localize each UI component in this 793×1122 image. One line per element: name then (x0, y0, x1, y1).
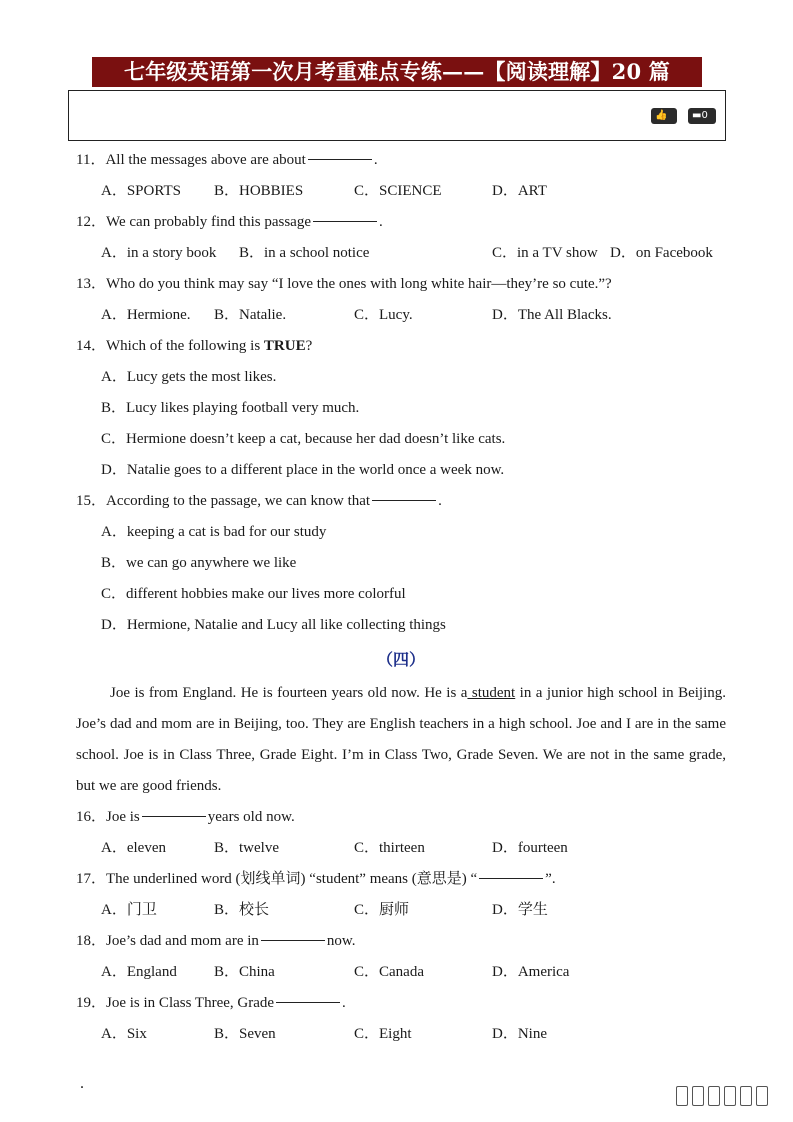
question-number: 12． (76, 214, 107, 230)
question-19 (76, 988, 726, 1019)
question-15 (76, 486, 726, 517)
question-number: 19． (76, 995, 107, 1011)
option-a[interactable]: A．England (101, 964, 177, 980)
passage-text: Joe is from England. He is fourteen years old now. He is a (110, 685, 468, 701)
question-12 (76, 207, 726, 238)
question-14 (76, 331, 726, 362)
comment-count: 0 (701, 110, 708, 121)
question-end: years old now. (207, 809, 295, 825)
option-d[interactable]: D．ART (492, 183, 547, 199)
like-count: 4 (655, 126, 662, 137)
question-13 (76, 269, 726, 300)
question-end: . (379, 214, 383, 230)
answer-blank (372, 486, 436, 501)
question-12-options (76, 238, 726, 269)
option-c[interactable]: C．厨师 (354, 902, 410, 918)
option-a[interactable]: A．Six (101, 1026, 147, 1042)
option-c[interactable]: C．Canada (354, 964, 424, 980)
option-a[interactable]: A．Hermione. (101, 307, 191, 323)
question-number: 14． (76, 338, 107, 354)
question-16-options (76, 833, 726, 864)
watermark-icon (676, 1084, 776, 1108)
question-11 (76, 145, 726, 176)
option-b[interactable]: B．in a school notice (239, 245, 370, 261)
section-heading: （四） (376, 650, 425, 669)
option-b[interactable]: B．twelve (214, 840, 279, 856)
question-19-options (76, 1019, 726, 1050)
option-b[interactable] (76, 393, 726, 424)
question-16 (76, 802, 726, 833)
answer-blank (276, 988, 340, 1003)
option-text: A．keeping a cat is bad for our study (101, 524, 327, 540)
question-end: . (342, 995, 346, 1011)
option-d[interactable]: D．Nine (492, 1026, 547, 1042)
question-text: Joe is (106, 809, 140, 825)
option-c[interactable]: C．SCIENCE (354, 183, 442, 199)
underlined-word: student (467, 685, 516, 701)
question-text: Joe is in Class Three, Grade (106, 995, 275, 1011)
question-text: All the messages above are about (105, 152, 306, 168)
question-number: 16． (76, 809, 107, 825)
answer-blank (142, 802, 206, 817)
question-number: 18． (76, 933, 107, 949)
option-b[interactable] (76, 548, 726, 579)
answer-blank (308, 145, 372, 160)
question-13-options (76, 300, 726, 331)
like-count-badge[interactable] (651, 108, 677, 137)
question-17 (76, 864, 726, 895)
option-text: C．Hermione doesn’t keep a cat, because her dad doesn’t like cats. (101, 431, 506, 447)
question-end: ”. (545, 871, 556, 887)
option-c[interactable]: C．Lucy. (354, 307, 413, 323)
page-title: 七年级英语第一次月考重难点专练——【阅读理解】20 篇 (92, 57, 702, 87)
option-text: C．different hobbies make our lives more colorful (101, 586, 406, 602)
question-end: . (438, 493, 442, 509)
question-text: We can probably find this passage (106, 214, 311, 230)
question-text: Who do you think may say “I love the ones with long white hair—they’re so cute.”? (106, 276, 612, 292)
question-end: ? (305, 338, 313, 354)
question-18-options (76, 957, 726, 988)
passage-text: in a junior high school in Beijing. Joe’s dad and mom are in Beijing, too. They are English teachers in a high school. Joe and I are in the same school. Joe is in Class Three, Grade Eight. I’m in Class Two, Grade Seven. We are not in the same grade, but we are good friends. (76, 685, 726, 794)
option-d[interactable]: D．fourteen (492, 840, 568, 856)
option-c[interactable]: C．thirteen (354, 840, 425, 856)
option-b[interactable]: B．HOBBIES (214, 183, 304, 199)
option-text: B．Lucy likes playing football very much. (101, 400, 360, 416)
option-a[interactable]: A．SPORTS (101, 183, 181, 199)
option-a[interactable] (76, 362, 726, 393)
question-number: 17． (76, 871, 107, 887)
question-text: Joe’s dad and mom are in (106, 933, 259, 949)
question-18 (76, 926, 726, 957)
question-text: The underlined word (划线单词) “student” means (意思是) “ (106, 871, 478, 887)
question-end: now. (326, 933, 356, 949)
answer-blank (479, 864, 543, 879)
option-a[interactable]: A．门卫 (101, 902, 157, 918)
option-c[interactable] (76, 579, 726, 610)
question-17-options (76, 895, 726, 926)
question-content (76, 145, 726, 1050)
option-d[interactable] (76, 455, 726, 486)
question-text: According to the passage, we can know that (106, 493, 371, 509)
footer-dot: . (80, 1075, 84, 1092)
thumbs-up-icon: 👍 (655, 110, 668, 121)
option-d[interactable]: D．America (492, 964, 570, 980)
option-d[interactable]: D．The All Blacks. (492, 307, 612, 323)
option-d[interactable] (76, 610, 726, 641)
question-11-options (76, 176, 726, 207)
option-text: D．Hermione, Natalie and Lucy all like collecting things (101, 617, 446, 633)
answer-blank (261, 926, 325, 941)
option-b[interactable]: B．China (214, 964, 275, 980)
option-c[interactable] (76, 424, 726, 455)
option-a[interactable]: A．in a story book (101, 245, 217, 261)
comment-icon: ▬ (692, 110, 702, 121)
option-b[interactable]: B．Natalie. (214, 307, 287, 323)
option-c[interactable]: C．Eight (354, 1026, 412, 1042)
question-emphasis: TRUE (263, 338, 306, 354)
question-number: 13． (76, 276, 107, 292)
option-d[interactable]: D．on Facebook (610, 245, 713, 261)
question-number: 11． (76, 152, 106, 168)
option-text: B．we can go anywhere we like (101, 555, 297, 571)
option-b[interactable]: B．校长 (214, 902, 270, 918)
question-end: . (373, 152, 378, 168)
option-a[interactable] (76, 517, 726, 548)
option-b[interactable]: B．Seven (214, 1026, 276, 1042)
option-text: A．Lucy gets the most likes. (101, 369, 277, 385)
reading-passage (76, 678, 726, 802)
previous-passage-frame (68, 90, 726, 141)
option-text: D．Natalie goes to a different place in the world once a week now. (101, 462, 505, 478)
option-c[interactable]: C．in a TV show (492, 245, 598, 261)
answer-blank (313, 207, 377, 222)
question-number: 15． (76, 493, 107, 509)
comment-count-badge[interactable] (688, 108, 716, 124)
question-text: Which of the following is (106, 338, 264, 354)
option-d[interactable]: D．学生 (492, 902, 548, 918)
option-a[interactable]: A．eleven (101, 840, 166, 856)
